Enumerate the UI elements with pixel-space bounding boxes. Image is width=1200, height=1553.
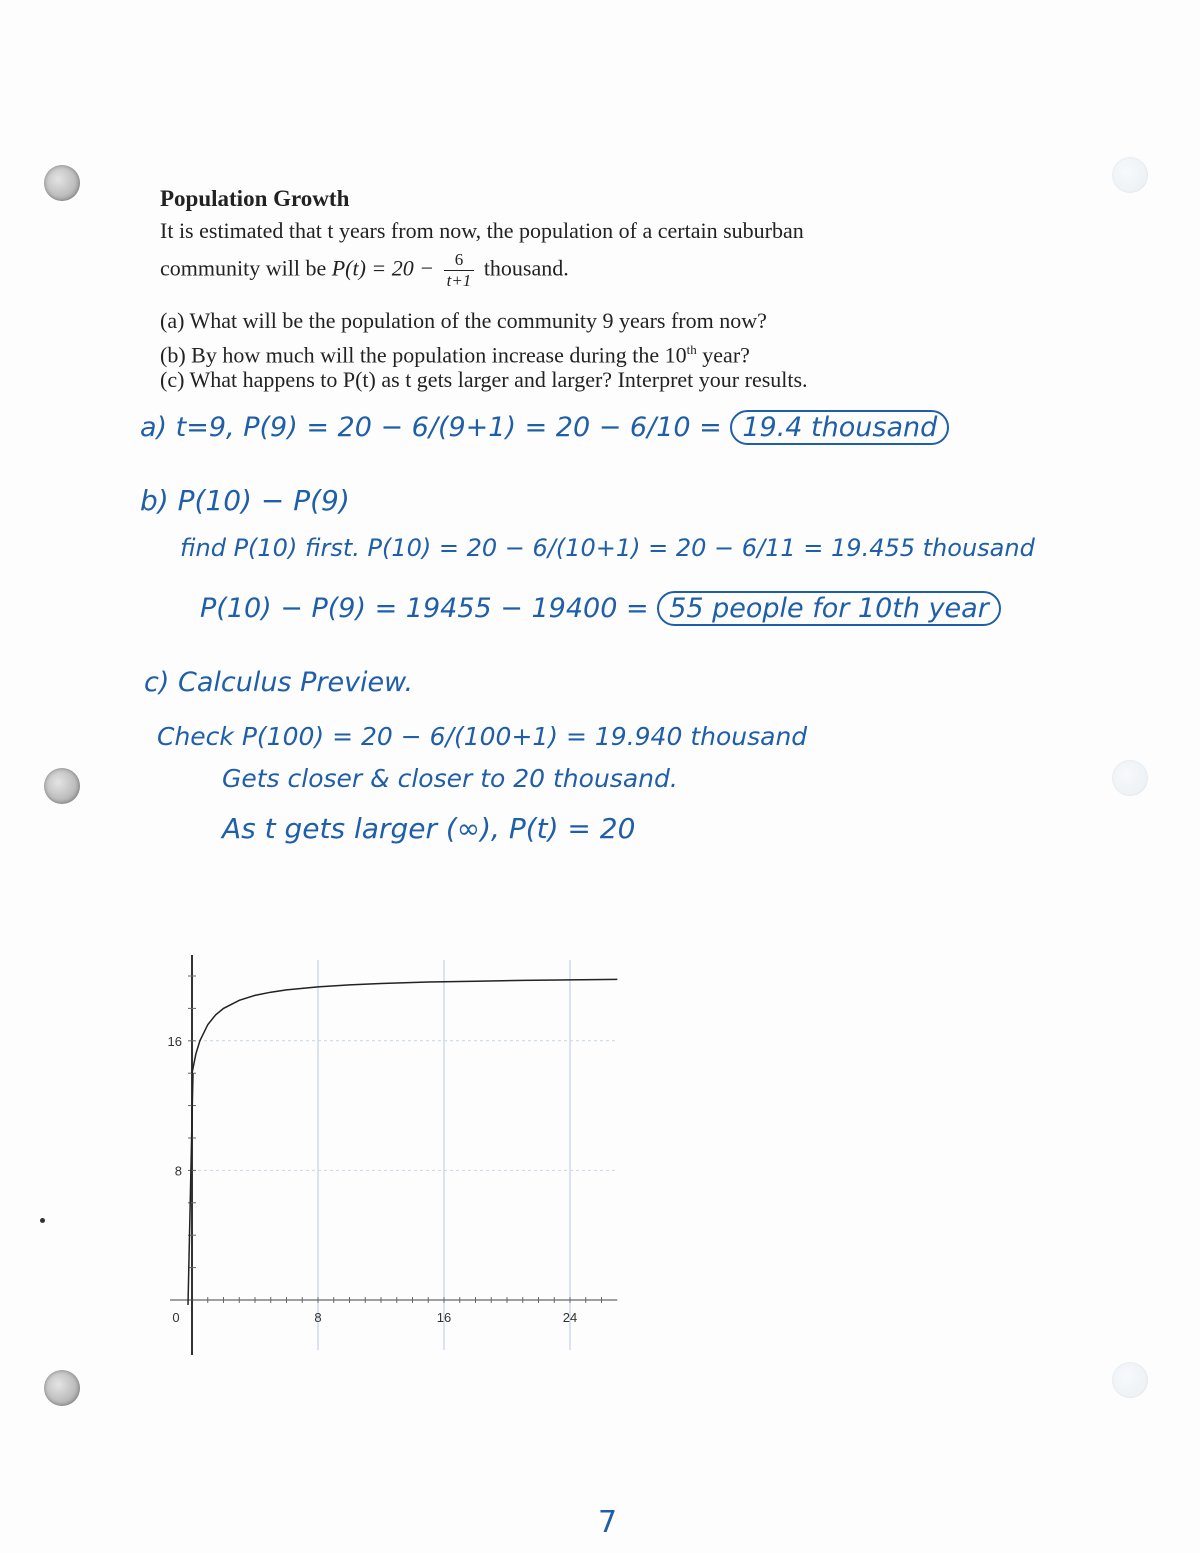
answer-c-line-3: Gets closer & closer to 20 thousand. [222, 764, 678, 793]
x-tick-label: 24 [562, 1310, 578, 1325]
population-chart-svg [150, 950, 620, 1360]
question-a: (a) What will be the population of the community 9 years from now? [160, 308, 767, 333]
question-b-superscript: th [686, 342, 697, 357]
answer-b-line-3 [200, 593, 1001, 624]
formula-lhs: P(t) = 20 − [331, 255, 435, 281]
population-chart [150, 950, 620, 1365]
binder-hole-top-right [1112, 157, 1148, 193]
answer-a-boxed: 19.4 thousand [730, 410, 949, 445]
question-b-end: year? [696, 342, 750, 368]
intro-line-2 [160, 250, 569, 291]
question-b-text: (b) By how much will the population increase during the 10 [160, 342, 687, 368]
answer-b-line-1: b) P(10) − P(9) [140, 484, 350, 517]
x-tick-label: 16 [436, 1310, 452, 1325]
intro-line-1: It is estimated that t years from now, the population of a certain suburban [160, 218, 804, 243]
page-number: 7 [598, 1505, 618, 1540]
answer-c-line-1: c) Calculus Preview. [144, 667, 414, 698]
binder-hole-middle-left [44, 768, 80, 804]
question-c: (c) What happens to P(t) as t gets larger and larger? Interpret your results. [160, 367, 808, 392]
scan-speck [40, 1218, 45, 1223]
formula-numerator: 6 [444, 250, 475, 271]
answer-c-line-4: As t gets larger (∞), P(t) = 20 [222, 812, 636, 845]
intro-line-2-pre: community will be [160, 255, 327, 281]
y-tick-label: 16 [167, 1033, 182, 1049]
formula-fraction [444, 250, 475, 291]
binder-hole-bottom-left [44, 1370, 80, 1406]
x-tick-label: 8 [314, 1310, 322, 1325]
answer-b-work: P(10) − P(9) = 19455 − 19400 = [200, 593, 649, 624]
answer-b-boxed: 55 people for 10th year [657, 591, 1001, 626]
intro-line-2-post: thousand. [483, 255, 569, 281]
binder-hole-middle-right [1112, 760, 1148, 796]
problem-title: Population Growth [160, 186, 350, 211]
binder-hole-bottom-right [1112, 1362, 1148, 1398]
formula-denominator: t+1 [446, 271, 472, 290]
answer-c-line-2: Check P(100) = 20 − 6/(100+1) = 19.940 thousand [157, 722, 808, 751]
x-tick-label: 0 [172, 1310, 180, 1325]
answer-a-work: a) t=9, P(9) = 20 − 6/(9+1) = 20 − 6/10 = [140, 412, 722, 443]
answer-b-line-2: find P(10) first. P(10) = 20 − 6/(10+1) = 20 − 6/11 = 19.455 thousand [180, 534, 1035, 562]
y-tick-label: 8 [174, 1163, 182, 1179]
series-line [192, 979, 617, 1073]
answer-a-line [140, 412, 949, 443]
binder-hole-top-left [44, 165, 80, 201]
